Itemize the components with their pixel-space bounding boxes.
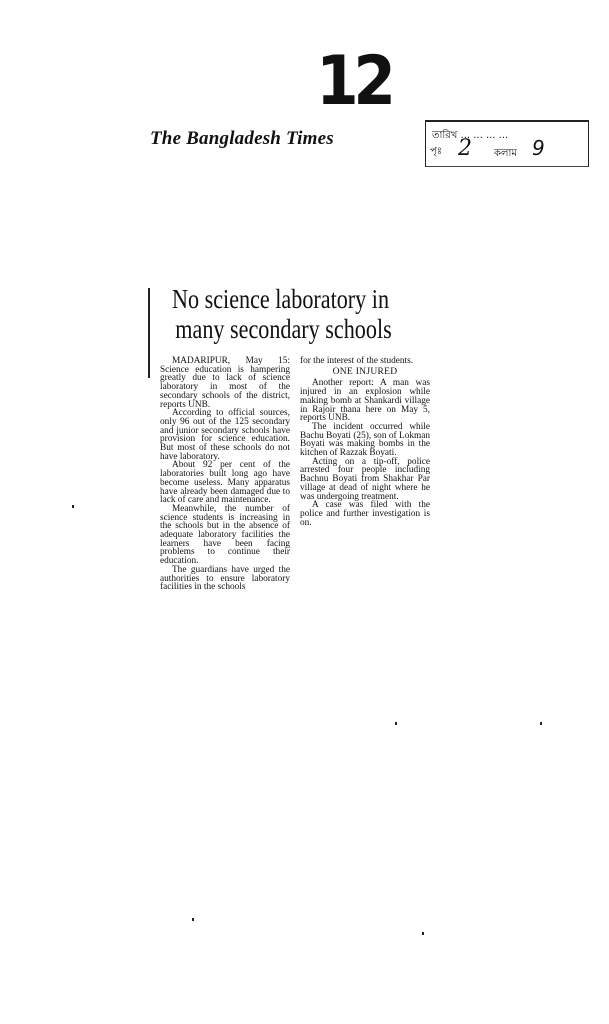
paragraph: MADARIPUR, May 15: Science education is hampering greatly due to lack of science laboratory in most of the secondary schools of the district, reports UNB. bbox=[160, 356, 290, 410]
stamp-date-label: তারিখ ... ... ... ... bbox=[432, 130, 509, 141]
scan-speck bbox=[422, 932, 424, 935]
news-clipping bbox=[148, 284, 438, 593]
article-left-column bbox=[160, 357, 290, 592]
scan-speck bbox=[395, 722, 397, 725]
scan-speck bbox=[540, 722, 542, 725]
clipping-edge bbox=[148, 288, 153, 378]
paragraph: The guardians have urged the authorities to ensure laboratory facilities in the schools bbox=[160, 564, 290, 593]
paragraph: The incident occurred while Bachu Boyati (25), son of Lokman Boyati was making bombs in the kitchen of Razzak Boyati. bbox=[300, 421, 430, 459]
paragraph: for the interest of the students. bbox=[300, 356, 414, 366]
handwritten-page-number: 12 bbox=[316, 42, 391, 121]
headline-line-2: many secondary schools bbox=[175, 314, 392, 344]
stamp-page-label: পৃঃ bbox=[430, 146, 443, 157]
headline-line-1: No science laboratory in bbox=[172, 284, 390, 314]
stamp-column-value: 9 bbox=[532, 136, 545, 160]
scan-speck bbox=[72, 505, 74, 508]
paragraph: According to official sources, only 96 out of the 125 secondary and junior secondary schools have provision for science education. But most of these schools do not have laboratory. bbox=[160, 408, 290, 462]
paragraph: Acting on a tip-off, police arrested four people including Bachnu Boyati from Shakhar Par village at dead of night where he was undergoing treatment. bbox=[300, 456, 430, 502]
paragraph: A case was filed with the police and further investigation is on. bbox=[300, 500, 430, 528]
paragraph: Meanwhile, the number of science students is increasing in the schools but in the absence of adequate laboratory facilities the learners have been facing problems to continue their education. bbox=[160, 503, 290, 567]
stamp-page-row bbox=[430, 136, 545, 161]
article-headline bbox=[172, 284, 443, 344]
article-right-column bbox=[300, 357, 430, 592]
article-subheading: ONE INJURED bbox=[332, 366, 398, 377]
scan-speck bbox=[192, 918, 194, 921]
paragraph: About 92 per cent of the laboratories built long ago have become useless. Many apparatus have already been damaged due to lack of care and maintenance. bbox=[160, 460, 290, 506]
stamp-column-label: কলাম bbox=[494, 148, 517, 159]
paragraph: Another report: A man was injured in an explosion while making bomb at Shankardi village in Rajoir thana here on May 5, reports UNB. bbox=[300, 378, 430, 424]
newspaper-masthead: The Bangladesh Times bbox=[150, 128, 334, 149]
archive-stamp bbox=[425, 120, 589, 167]
stamp-page-value: 2 bbox=[458, 136, 472, 161]
